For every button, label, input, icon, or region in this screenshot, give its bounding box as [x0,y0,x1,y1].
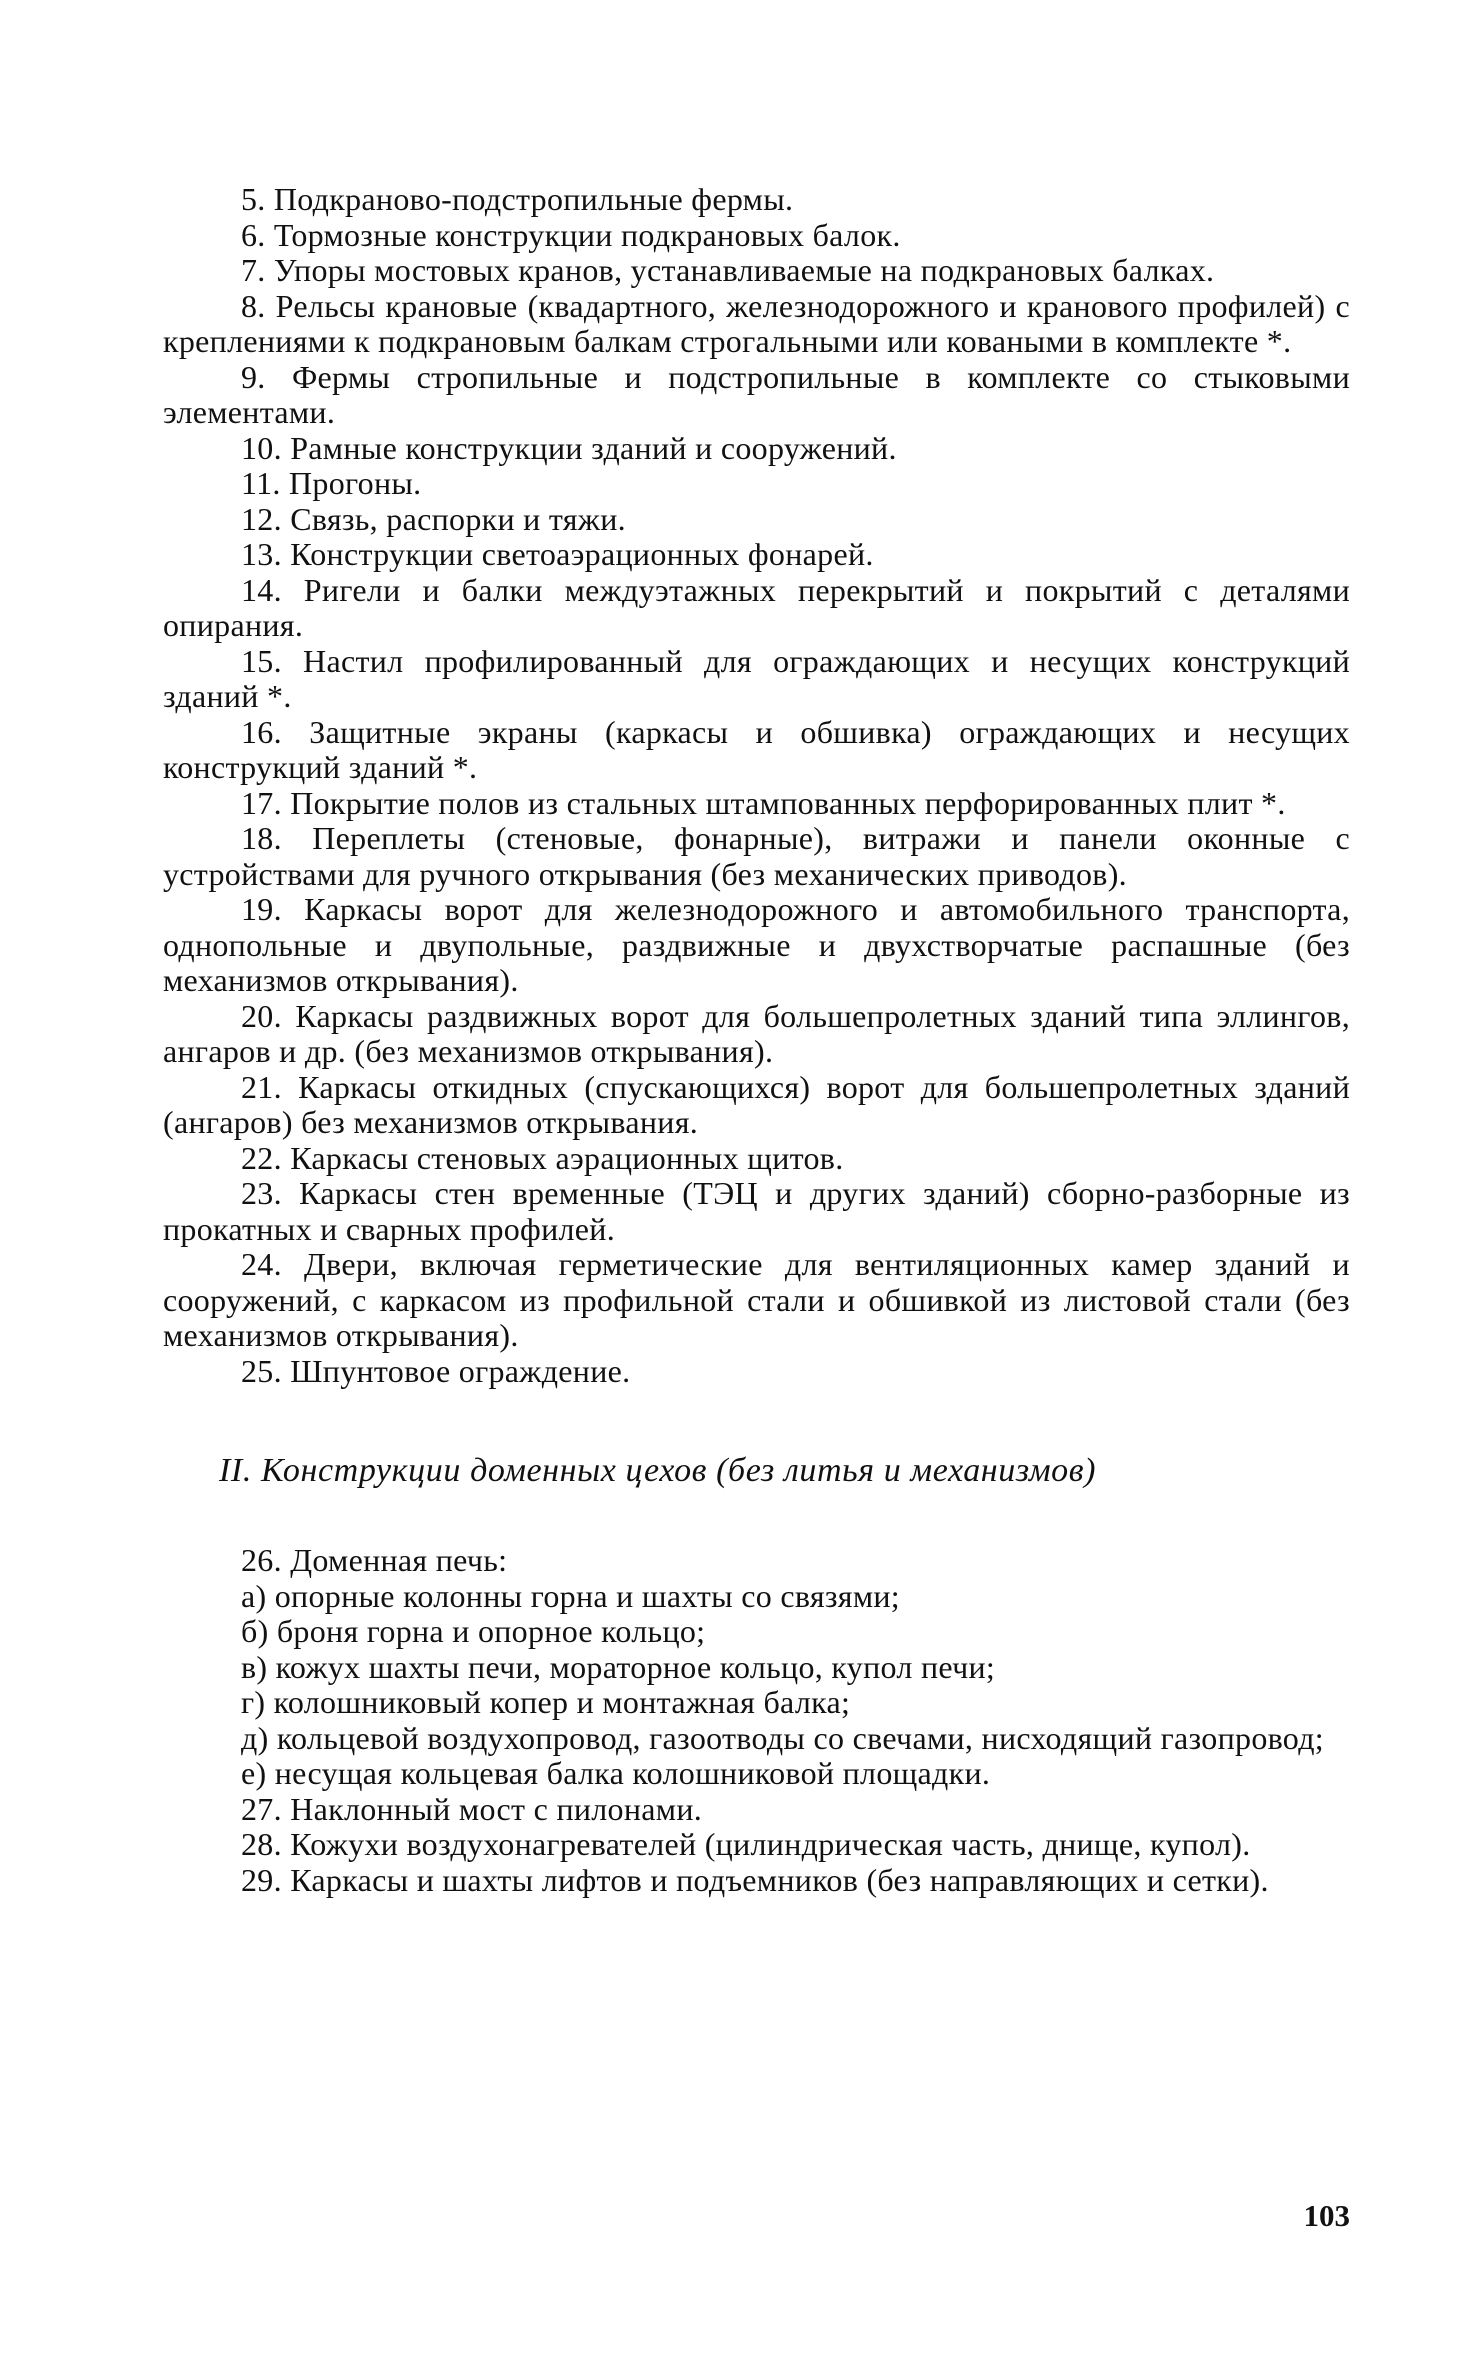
list-item: е) несущая кольцевая балка колошниковой площадки. [241,1755,991,1791]
list-item: 6. Тормозные конструкции подкрановых балок. [241,216,901,253]
section-title: II. Конструкции доменных цехов (без литья и механизмов) [219,1452,1097,1489]
list-item: 17. Покрытие полов из стальных штампованных перфорированных плит *. [241,784,1286,821]
list-item: 29. Каркасы и шахты лифтов и подъемников (без направляющих и сетки). [241,1861,1269,1898]
list-item: 20. Каркасы раздвижных ворот для большепролетных зданий типа эллингов, ангаров и др. (без механизмов открывания). [163,997,1350,1069]
list-item: 14. Ригели и балки междуэтажных перекрытий и покрытий с деталями опирания. [163,571,1350,643]
list-item: 25. Шпунтовое ограждение. [241,1352,631,1389]
list-item: д) кольцевой воздухопровод, газоотводы со свечами, нисходящий газопровод; [241,1719,1324,1756]
page-number: 103 [1303,2198,1350,2233]
list-item: 27. Наклонный мост с пилонами. [241,1790,703,1827]
list-item: 19. Каркасы ворот для железнодорожного и автомобильного транспорта, однопольные и двупольные, раздвижные и двухстворчатые распашные (без механизмов открывания). [163,891,1350,998]
list-item: в) кожух шахты печи, мораторное кольцо, купол печи; [241,1648,996,1685]
list-item: 24. Двери, включая герметические для вентиляционных камер зданий и сооружений, с каркасом из профильной стали и обшивкой из листовой стали (без механизмов открывания). [163,1246,1350,1353]
list-item: 9. Фермы стропильные и подстропильные в комплекте со стыковыми элементами. [163,358,1350,430]
list-item: а) опорные колонны горна и шахты со связями; [241,1577,900,1614]
list-item: 28. Кожухи воздухонагревателей (цилиндрическая часть, днище, купол). [241,1826,1251,1862]
list-item: 5. Подкраново-подстропильные фермы. [241,181,794,217]
page-content [163,182,1350,1898]
list-item: г) колошниковый копер и монтажная балка; [241,1684,851,1720]
list-item: 7. Упоры мостовых кранов, устанавливаемые на подкрановых балках. [241,252,1215,288]
list-item: 22. Каркасы стеновых аэрационных щитов. [241,1139,844,1176]
list-item: б) броня горна и опорное кольцо; [241,1613,706,1649]
list-item: 13. Конструкции светоаэрационных фонарей. [241,536,874,572]
list-item: 18. Переплеты (стеновые, фонарные), витражи и панели оконные с устройствами для ручного открывания (без механических приводов). [163,820,1350,892]
list-item: 8. Рельсы крановые (квадартного, железнодорожного и кранового профилей) с креплениями к подкрановым балкам строгальными или коваными в комплекте *. [163,287,1350,359]
list-item: 21. Каркасы откидных (спускающихся) ворот для большепролетных зданий (ангаров) без механизмов открывания. [163,1068,1350,1140]
list-item: 10. Рамные конструкции зданий и сооружений. [241,429,897,466]
list-item: 12. Связь, распорки и тяжи. [241,500,626,537]
list-item: 23. Каркасы стен временные (ТЭЦ и других зданий) сборно-разборные из прокатных и сварных профилей. [163,1175,1350,1247]
list-item: 16. Защитные экраны (каркасы и обшивка) ограждающих и несущих конструкций зданий *. [163,713,1350,785]
list-item: 11. Прогоны. [241,465,422,501]
list-item: 15. Настил профилированный для ограждающих и несущих конструкций зданий *. [163,642,1350,714]
list-item: 26. Доменная печь: [241,1542,508,1578]
